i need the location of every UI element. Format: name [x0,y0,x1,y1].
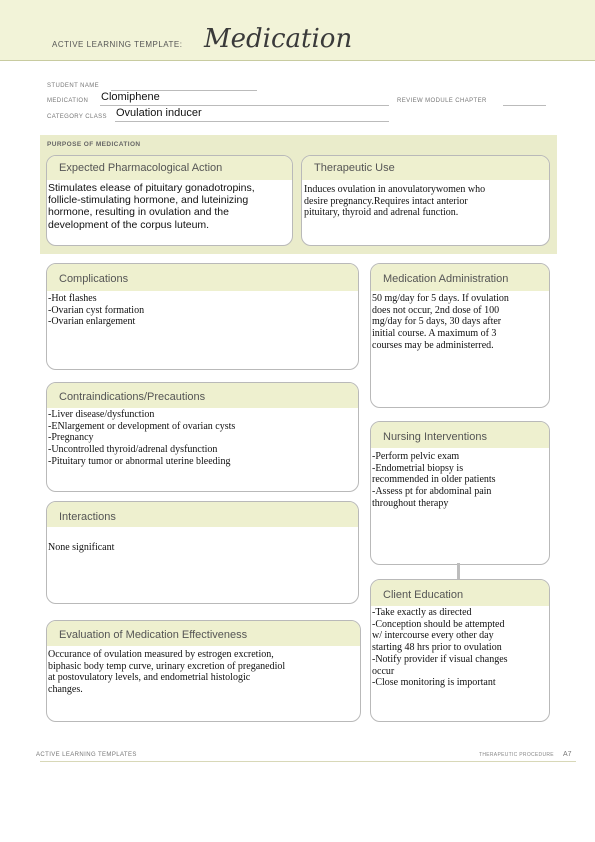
footer-divider [40,761,576,762]
contraindications-box [46,382,359,492]
expected-action-title: Expected Pharmacological Action [47,156,292,180]
expected-action-line: hormone, resulting in ovulation and the [48,206,229,219]
administration-line: 50 mg/day for 5 days. If ovulation [372,293,509,304]
contraindications-line: -Pituitary tumor or abnormal uterine bleeding [48,455,231,467]
client-education-line: -Conception should be attempted [372,618,505,630]
client-education-line: -Take exactly as directed [372,607,472,618]
client-education-line: w/ intercourse every other day [372,630,494,642]
complications-box [46,263,359,370]
contraindications-title: Contraindications/Precautions [47,383,358,408]
contraindications-line: -Pregnancy [48,432,94,444]
purpose-label: PURPOSE OF MEDICATION [47,141,141,148]
client-education-line: occur [372,665,395,677]
box-connector [457,563,460,579]
nursing-line: -Endometrial biopsy is [372,462,464,474]
nursing-box [370,421,550,565]
client-education-line: -Close monitoring is important [372,677,496,689]
template-label: ACTIVE LEARNING TEMPLATE: [52,40,183,49]
interactions-title: Interactions [47,502,358,527]
category-class-value[interactable]: Ovulation inducer [116,107,202,119]
therapeutic-use-title: Therapeutic Use [302,156,549,180]
client-education-body[interactable] [371,606,549,689]
complications-body[interactable] [47,291,358,328]
contraindications-line: -ENlargement or development of ovarian cysts [48,420,236,432]
review-module-underline [503,105,546,106]
evaluation-title: Evaluation of Medication Effectiveness [47,621,360,646]
review-module-label: REVIEW MODULE CHAPTER [397,98,487,104]
evaluation-line: at postovulatory levels, and endometrial histologic [48,672,251,684]
administration-line: initial course. A maximum of 3 [372,328,497,340]
evaluation-line: biphasic body temp curve, urinary excretion of preganediol [48,660,286,672]
header-divider [0,60,595,61]
expected-action-body[interactable] [47,180,292,231]
category-class-underline [115,121,389,122]
nursing-body[interactable] [371,448,549,510]
client-education-line: starting 48 hrs prior to ovulation [372,642,502,654]
medication-value[interactable]: Clomiphene [101,91,160,103]
contraindications-line: -Uncontrolled thyroid/adrenal dysfunction [48,444,218,456]
client-education-box [370,579,550,722]
expected-action-line: Stimulates elease of pituitary gonadotropins, [48,182,255,194]
therapeutic-use-box [301,155,550,246]
therapeutic-use-line: pituitary, thyroid and adrenal function. [304,207,459,219]
nursing-line: -Perform pelvic exam [372,451,460,462]
administration-line: courses may be administerred. [372,339,494,351]
client-education-title: Client Education [371,580,549,606]
interactions-body[interactable] [47,527,358,554]
client-education-line: -Notify provider if visual changes [372,653,508,665]
medication-underline [100,105,389,106]
therapeutic-use-line: Induces ovulation in anovulatorywomen who [304,184,486,195]
administration-title: Medication Administration [371,264,549,291]
complications-line: -Hot flashes [48,293,97,304]
administration-line: mg/day for 5 days, 30 days after [372,316,502,328]
nursing-line: recommended in older patients [372,474,496,486]
administration-line: does not occur, 2nd dose of 100 [372,304,500,316]
therapeutic-use-body[interactable] [302,180,549,219]
student-name-label: STUDENT NAME [47,83,100,89]
evaluation-box [46,620,361,722]
footer-right-label: THERAPEUTIC PROCEDURE [479,752,554,758]
evaluation-body[interactable] [47,646,360,696]
contraindications-line: -Liver disease/dysfunction [48,409,155,420]
contraindications-body[interactable] [47,408,358,468]
interactions-line: None significant [48,542,115,553]
nursing-title: Nursing Interventions [371,422,549,448]
medication-label: MEDICATION [47,98,89,104]
category-class-label: CATEGORY CLASS [47,114,107,120]
expected-action-box [46,155,293,246]
nursing-line: -Assess pt for abdominal pain [372,486,492,498]
complications-title: Complications [47,264,358,291]
therapeutic-use-line: desire pregnancy.Requires intact anterior [304,195,468,207]
expected-action-line: development of the corpus luteum. [48,218,210,231]
complications-line: -Ovarian cyst formation [48,304,145,316]
page-number: A7 [563,751,572,758]
administration-box [370,263,550,408]
interactions-box [46,501,359,604]
nursing-line: throughout therapy [372,497,449,509]
expected-action-line: follicle-stimulating hormone, and luteinizing [48,194,249,207]
page-title: Medication [204,24,353,54]
evaluation-line: changes. [48,684,83,696]
administration-body[interactable] [371,291,549,352]
footer-left-label: ACTIVE LEARNING TEMPLATES [36,752,137,758]
complications-line: -Ovarian enlargement [48,316,136,328]
evaluation-line: Occurance of ovulation measured by estrogen excretion, [48,649,274,660]
